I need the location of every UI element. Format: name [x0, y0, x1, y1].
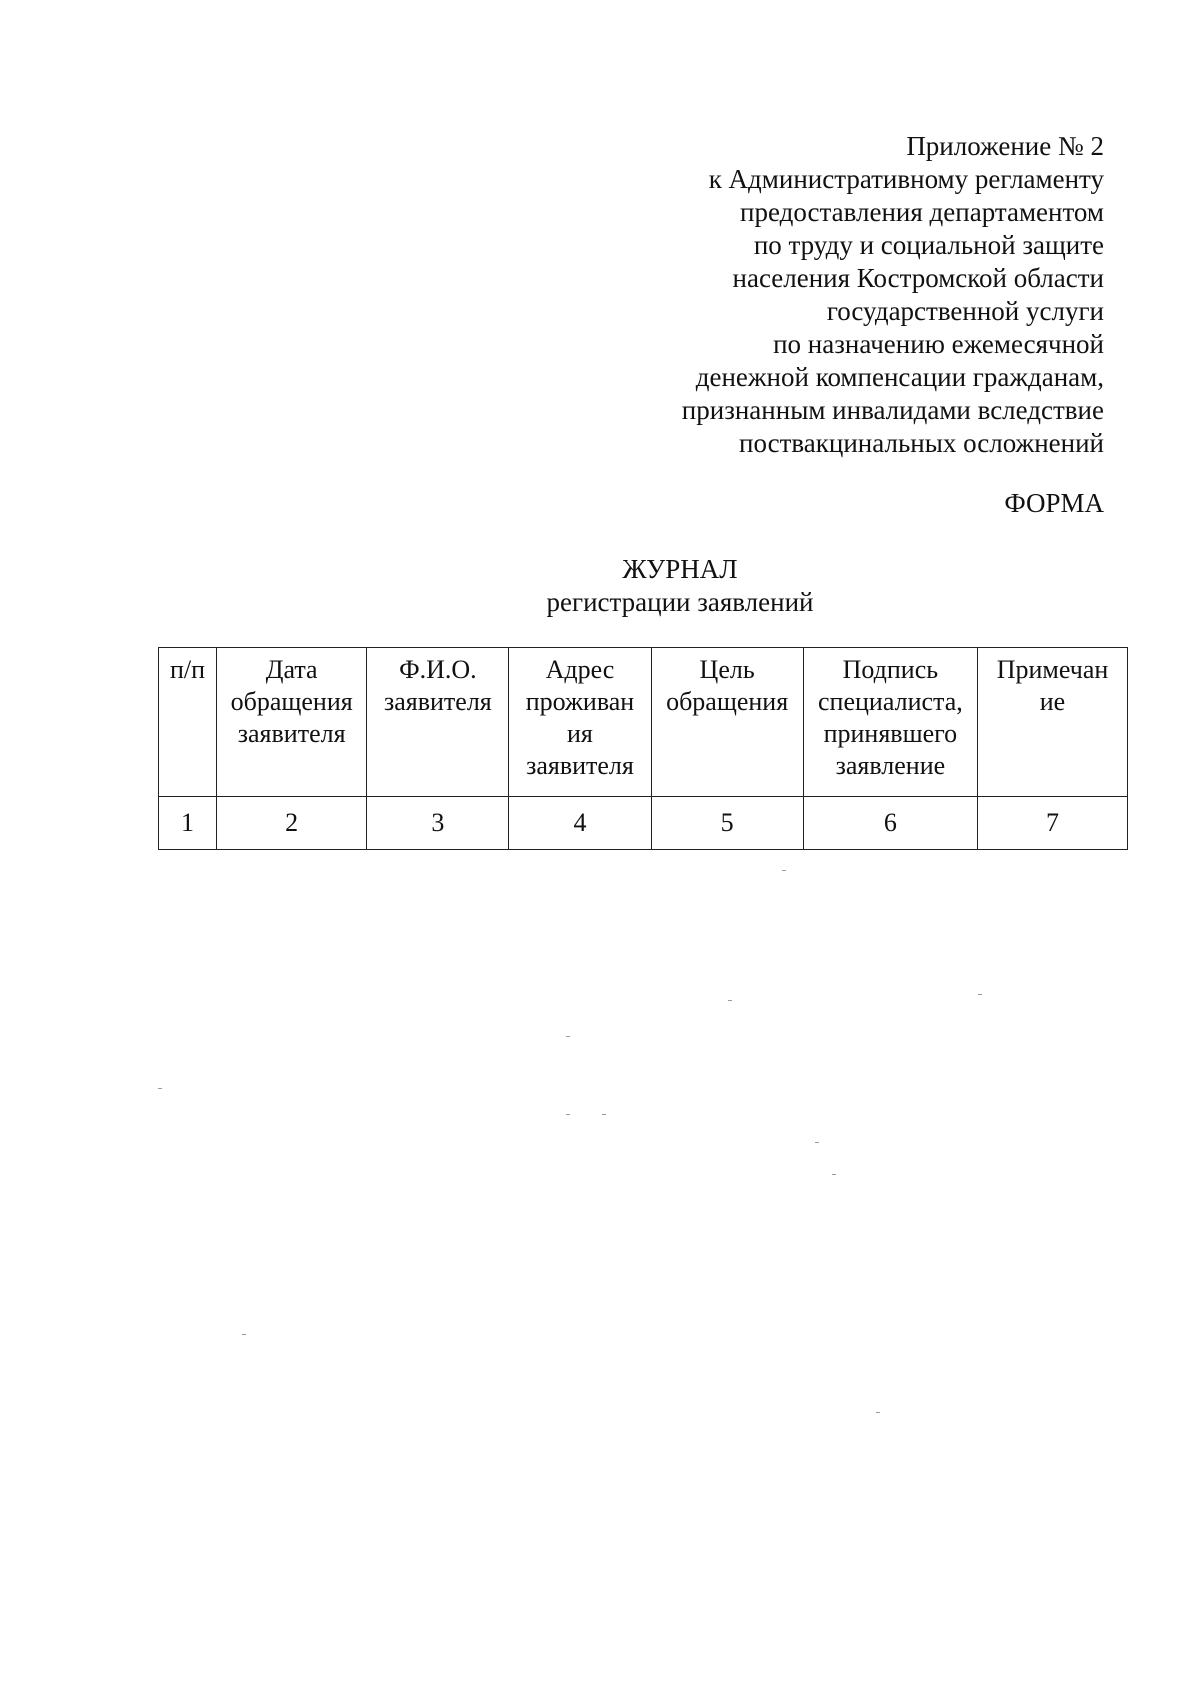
- header-text: заявителя: [383, 687, 492, 716]
- header-text: п/п: [169, 655, 206, 684]
- appendix-line: по назначению ежемесячной: [773, 329, 1104, 359]
- header-text: заявителя: [237, 719, 346, 748]
- form-label: ФОРМА: [1004, 488, 1104, 518]
- scan-speck: [728, 1000, 732, 1001]
- header-cell-signature: [803, 648, 977, 797]
- registration-journal-table: [158, 647, 1128, 850]
- header-text: Адрес: [545, 655, 615, 684]
- header-text: ие: [1039, 687, 1066, 716]
- header-cell-date: [217, 648, 367, 797]
- column-number-cell: 6: [803, 797, 977, 850]
- header-text: Дата: [265, 655, 318, 684]
- appendix-header: [404, 130, 1104, 460]
- column-number-cell: 2: [217, 797, 367, 850]
- header-cell-notes: [978, 648, 1128, 797]
- scan-speck: [242, 1334, 246, 1335]
- appendix-line: населения Костромской области: [732, 263, 1104, 293]
- header-text: Цель: [699, 655, 755, 684]
- column-number-cell: 7: [978, 797, 1128, 850]
- table-row: [159, 797, 1128, 850]
- scan-speck: [832, 1174, 836, 1175]
- header-text: проживан: [525, 687, 635, 716]
- header-text: специалиста,: [818, 687, 963, 716]
- header-text: принявшего: [823, 719, 958, 748]
- header-text: Примечан: [996, 655, 1109, 684]
- column-number-cell: 1: [159, 797, 217, 850]
- scan-speck: [602, 1114, 606, 1115]
- appendix-line: предоставления департаментом: [740, 197, 1104, 227]
- journal-title-main: ЖУРНАЛ: [622, 554, 738, 584]
- header-text: обращения: [230, 687, 353, 716]
- header-text: заявление: [835, 751, 946, 780]
- header-text: ия: [567, 719, 593, 748]
- scan-speck: [815, 1142, 819, 1143]
- journal-title-sub: регистрации заявлений: [546, 587, 814, 617]
- scan-speck: [566, 1036, 570, 1037]
- header-text: Ф.И.О.: [399, 655, 477, 684]
- scan-speck: [158, 1088, 162, 1089]
- header-cell-purpose: [651, 648, 803, 797]
- header-cell-number: [159, 648, 217, 797]
- column-number-cell: 4: [509, 797, 651, 850]
- appendix-line: признанным инвалидами вследствие: [681, 395, 1104, 425]
- appendix-line: Приложение № 2: [906, 131, 1104, 161]
- header-text: Подпись: [842, 655, 939, 684]
- scan-speck: [566, 1114, 570, 1115]
- header-cell-name: [367, 648, 509, 797]
- journal-title: [0, 553, 1200, 619]
- header-text: заявителя: [526, 751, 634, 780]
- column-number-cell: 3: [367, 797, 509, 850]
- header-cell-address: [509, 648, 651, 797]
- appendix-line: поствакцинальных осложнений: [739, 428, 1104, 458]
- appendix-line: денежной компенсации гражданам,: [695, 362, 1104, 392]
- scan-speck: [978, 994, 982, 995]
- column-number-cell: 5: [651, 797, 803, 850]
- table-header-row: [159, 648, 1128, 797]
- scan-speck: [782, 870, 786, 871]
- appendix-line: к Административному регламенту: [708, 164, 1104, 194]
- header-text: обращения: [666, 687, 789, 716]
- appendix-line: по труду и социальной защите: [753, 230, 1104, 260]
- appendix-line: государственной услуги: [826, 296, 1104, 326]
- scan-speck: [876, 1412, 880, 1413]
